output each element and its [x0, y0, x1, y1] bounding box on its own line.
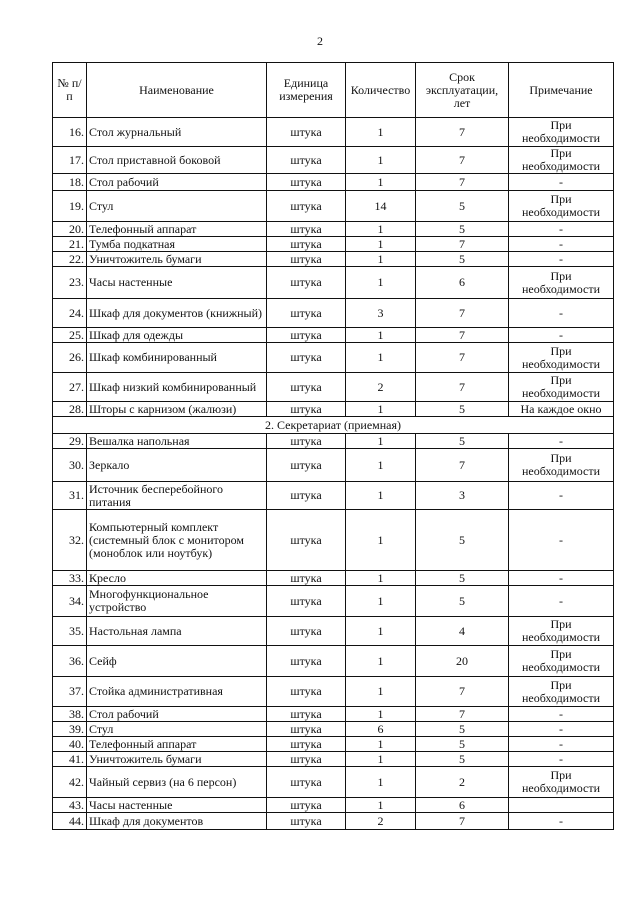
cell-num: 32. [53, 510, 87, 571]
cell-name: Стол рабочий [87, 707, 267, 722]
table-row [53, 707, 614, 722]
cell-num: 43. [53, 798, 87, 813]
cell-qty: 1 [346, 267, 416, 299]
cell-num: 19. [53, 191, 87, 222]
cell-num: 37. [53, 677, 87, 707]
table-row [53, 373, 614, 402]
cell-unit: штука [267, 434, 346, 449]
cell-qty: 2 [346, 813, 416, 830]
cell-term: 7 [416, 299, 509, 328]
cell-name: Шкаф для документов [87, 813, 267, 830]
cell-qty: 1 [346, 147, 416, 174]
cell-name: Сейф [87, 646, 267, 677]
cell-note: - [509, 434, 614, 449]
cell-note: - [509, 237, 614, 252]
cell-term: 7 [416, 813, 509, 830]
cell-unit: штука [267, 617, 346, 646]
cell-term: 5 [416, 434, 509, 449]
cell-unit: штука [267, 191, 346, 222]
cell-qty: 1 [346, 252, 416, 267]
cell-num: 44. [53, 813, 87, 830]
cell-num: 21. [53, 237, 87, 252]
cell-note: При необходимости [509, 267, 614, 299]
cell-num: 22. [53, 252, 87, 267]
cell-note: - [509, 813, 614, 830]
cell-name: Шкаф низкий комбинированный [87, 373, 267, 402]
table-row [53, 482, 614, 510]
cell-term: 5 [416, 737, 509, 752]
table-row [53, 402, 614, 417]
table-row [53, 571, 614, 586]
table-row [53, 767, 614, 798]
cell-term: 3 [416, 482, 509, 510]
cell-name: Компьютерный комплект (системный блок с монитором (моноблок или ноутбук) [87, 510, 267, 571]
cell-note: - [509, 737, 614, 752]
cell-name: Шкаф комбинированный [87, 343, 267, 373]
cell-qty: 2 [346, 373, 416, 402]
cell-qty: 1 [346, 328, 416, 343]
cell-term: 5 [416, 222, 509, 237]
cell-unit: штука [267, 586, 346, 617]
cell-unit: штука [267, 707, 346, 722]
cell-unit: штука [267, 767, 346, 798]
section-title: 2. Секретариат (приемная) [53, 417, 614, 434]
cell-term: 4 [416, 617, 509, 646]
equipment-table [52, 62, 614, 830]
table-row [53, 328, 614, 343]
cell-qty: 1 [346, 677, 416, 707]
cell-qty: 1 [346, 798, 416, 813]
cell-note: - [509, 482, 614, 510]
cell-name: Стойка административная [87, 677, 267, 707]
table-row [53, 237, 614, 252]
cell-qty: 1 [346, 222, 416, 237]
cell-term: 7 [416, 677, 509, 707]
table-row [53, 677, 614, 707]
cell-unit: штука [267, 571, 346, 586]
cell-num: 40. [53, 737, 87, 752]
cell-unit: штука [267, 482, 346, 510]
cell-num: 18. [53, 174, 87, 191]
cell-note: - [509, 328, 614, 343]
cell-term: 6 [416, 798, 509, 813]
cell-name: Зеркало [87, 449, 267, 482]
cell-unit: штука [267, 737, 346, 752]
table-body-part-a [53, 118, 614, 417]
cell-qty: 1 [346, 767, 416, 798]
cell-num: 34. [53, 586, 87, 617]
cell-term: 5 [416, 252, 509, 267]
cell-note: При необходимости [509, 646, 614, 677]
cell-unit: штука [267, 174, 346, 191]
cell-name: Кресло [87, 571, 267, 586]
cell-qty: 1 [346, 402, 416, 417]
cell-term: 5 [416, 510, 509, 571]
table-row [53, 118, 614, 147]
cell-term: 5 [416, 402, 509, 417]
cell-name: Многофункциональное устройство [87, 586, 267, 617]
cell-num: 38. [53, 707, 87, 722]
cell-name: Вешалка напольная [87, 434, 267, 449]
cell-note: - [509, 174, 614, 191]
cell-unit: штука [267, 510, 346, 571]
cell-term: 7 [416, 147, 509, 174]
cell-note: - [509, 707, 614, 722]
cell-note: - [509, 510, 614, 571]
table-row [53, 343, 614, 373]
cell-unit: штука [267, 402, 346, 417]
cell-qty: 1 [346, 752, 416, 767]
cell-name: Часы настенные [87, 267, 267, 299]
cell-name: Настольная лампа [87, 617, 267, 646]
cell-qty: 1 [346, 646, 416, 677]
cell-name: Шкаф для документов (книжный) [87, 299, 267, 328]
cell-unit: штука [267, 118, 346, 147]
cell-qty: 1 [346, 118, 416, 147]
cell-qty: 1 [346, 237, 416, 252]
cell-note: При необходимости [509, 147, 614, 174]
table-body-part-b [53, 434, 614, 830]
table-row [53, 798, 614, 813]
cell-note: - [509, 299, 614, 328]
cell-qty: 6 [346, 722, 416, 737]
header-name: Наименование [87, 63, 267, 118]
table-row [53, 752, 614, 767]
cell-name: Телефонный аппарат [87, 222, 267, 237]
cell-num: 33. [53, 571, 87, 586]
cell-qty: 1 [346, 343, 416, 373]
cell-note: При необходимости [509, 373, 614, 402]
cell-qty: 1 [346, 510, 416, 571]
table-row [53, 722, 614, 737]
cell-note: - [509, 222, 614, 237]
cell-term: 5 [416, 191, 509, 222]
cell-unit: штука [267, 722, 346, 737]
header-unit: Единица измерения [267, 63, 346, 118]
cell-qty: 1 [346, 586, 416, 617]
table-row [53, 222, 614, 237]
cell-term: 7 [416, 174, 509, 191]
cell-name: Стул [87, 722, 267, 737]
cell-num: 42. [53, 767, 87, 798]
table-row [53, 299, 614, 328]
cell-name: Стол журнальный [87, 118, 267, 147]
table-row [53, 737, 614, 752]
cell-name: Часы настенные [87, 798, 267, 813]
cell-name: Телефонный аппарат [87, 737, 267, 752]
cell-name: Шторы с карнизом (жалюзи) [87, 402, 267, 417]
cell-term: 5 [416, 752, 509, 767]
cell-unit: штука [267, 813, 346, 830]
cell-note: При необходимости [509, 767, 614, 798]
cell-num: 26. [53, 343, 87, 373]
cell-num: 41. [53, 752, 87, 767]
section-row [53, 417, 614, 434]
cell-unit: штука [267, 237, 346, 252]
cell-num: 30. [53, 449, 87, 482]
cell-note: При необходимости [509, 118, 614, 147]
cell-note [509, 798, 614, 813]
cell-term: 5 [416, 571, 509, 586]
cell-note: При необходимости [509, 617, 614, 646]
table-row [53, 434, 614, 449]
cell-term: 7 [416, 373, 509, 402]
cell-unit: штука [267, 267, 346, 299]
cell-unit: штука [267, 252, 346, 267]
cell-qty: 1 [346, 449, 416, 482]
cell-qty: 1 [346, 617, 416, 646]
cell-qty: 1 [346, 737, 416, 752]
table-row [53, 252, 614, 267]
cell-unit: штука [267, 798, 346, 813]
cell-note: - [509, 586, 614, 617]
cell-qty: 1 [346, 707, 416, 722]
table-row [53, 813, 614, 830]
header-note: Примечание [509, 63, 614, 118]
cell-term: 2 [416, 767, 509, 798]
cell-qty: 1 [346, 482, 416, 510]
cell-num: 16. [53, 118, 87, 147]
cell-num: 25. [53, 328, 87, 343]
cell-unit: штука [267, 299, 346, 328]
cell-term: 5 [416, 586, 509, 617]
cell-unit: штука [267, 677, 346, 707]
cell-unit: штука [267, 147, 346, 174]
cell-note: - [509, 722, 614, 737]
cell-unit: штука [267, 328, 346, 343]
cell-term: 7 [416, 343, 509, 373]
cell-name: Тумба подкатная [87, 237, 267, 252]
cell-term: 7 [416, 707, 509, 722]
cell-name: Источник бесперебойного питания [87, 482, 267, 510]
cell-num: 28. [53, 402, 87, 417]
page-number: 2 [317, 34, 323, 48]
table-row [53, 617, 614, 646]
cell-num: 31. [53, 482, 87, 510]
table-row [53, 646, 614, 677]
cell-term: 20 [416, 646, 509, 677]
table-row [53, 510, 614, 571]
table-row [53, 586, 614, 617]
cell-num: 17. [53, 147, 87, 174]
cell-num: 29. [53, 434, 87, 449]
cell-qty: 1 [346, 174, 416, 191]
cell-unit: штука [267, 343, 346, 373]
cell-note: При необходимости [509, 343, 614, 373]
table-row [53, 191, 614, 222]
cell-name: Уничтожитель бумаги [87, 252, 267, 267]
cell-note: - [509, 252, 614, 267]
cell-num: 23. [53, 267, 87, 299]
cell-num: 35. [53, 617, 87, 646]
cell-num: 24. [53, 299, 87, 328]
cell-term: 5 [416, 722, 509, 737]
cell-term: 6 [416, 267, 509, 299]
header-num: № п/п [53, 63, 87, 118]
cell-name: Стол рабочий [87, 174, 267, 191]
cell-note: На каждое окно [509, 402, 614, 417]
cell-qty: 3 [346, 299, 416, 328]
cell-note: При необходимости [509, 191, 614, 222]
cell-unit: штука [267, 222, 346, 237]
header-term: Срок эксплуатации, лет [416, 63, 509, 118]
cell-num: 36. [53, 646, 87, 677]
cell-note: - [509, 571, 614, 586]
cell-term: 7 [416, 118, 509, 147]
cell-unit: штука [267, 752, 346, 767]
cell-name: Стол приставной боковой [87, 147, 267, 174]
cell-num: 27. [53, 373, 87, 402]
table-row [53, 174, 614, 191]
header-qty: Количество [346, 63, 416, 118]
cell-term: 7 [416, 237, 509, 252]
table-row [53, 147, 614, 174]
cell-note: При необходимости [509, 449, 614, 482]
cell-term: 7 [416, 449, 509, 482]
cell-unit: штука [267, 373, 346, 402]
cell-num: 20. [53, 222, 87, 237]
cell-name: Шкаф для одежды [87, 328, 267, 343]
cell-note: - [509, 752, 614, 767]
cell-name: Стул [87, 191, 267, 222]
header-row [53, 63, 614, 118]
cell-qty: 14 [346, 191, 416, 222]
cell-unit: штука [267, 449, 346, 482]
cell-name: Уничтожитель бумаги [87, 752, 267, 767]
cell-num: 39. [53, 722, 87, 737]
table-row [53, 449, 614, 482]
cell-qty: 1 [346, 434, 416, 449]
cell-note: При необходимости [509, 677, 614, 707]
cell-unit: штука [267, 646, 346, 677]
table-row [53, 267, 614, 299]
cell-qty: 1 [346, 571, 416, 586]
cell-name: Чайный сервиз (на 6 персон) [87, 767, 267, 798]
cell-term: 7 [416, 328, 509, 343]
